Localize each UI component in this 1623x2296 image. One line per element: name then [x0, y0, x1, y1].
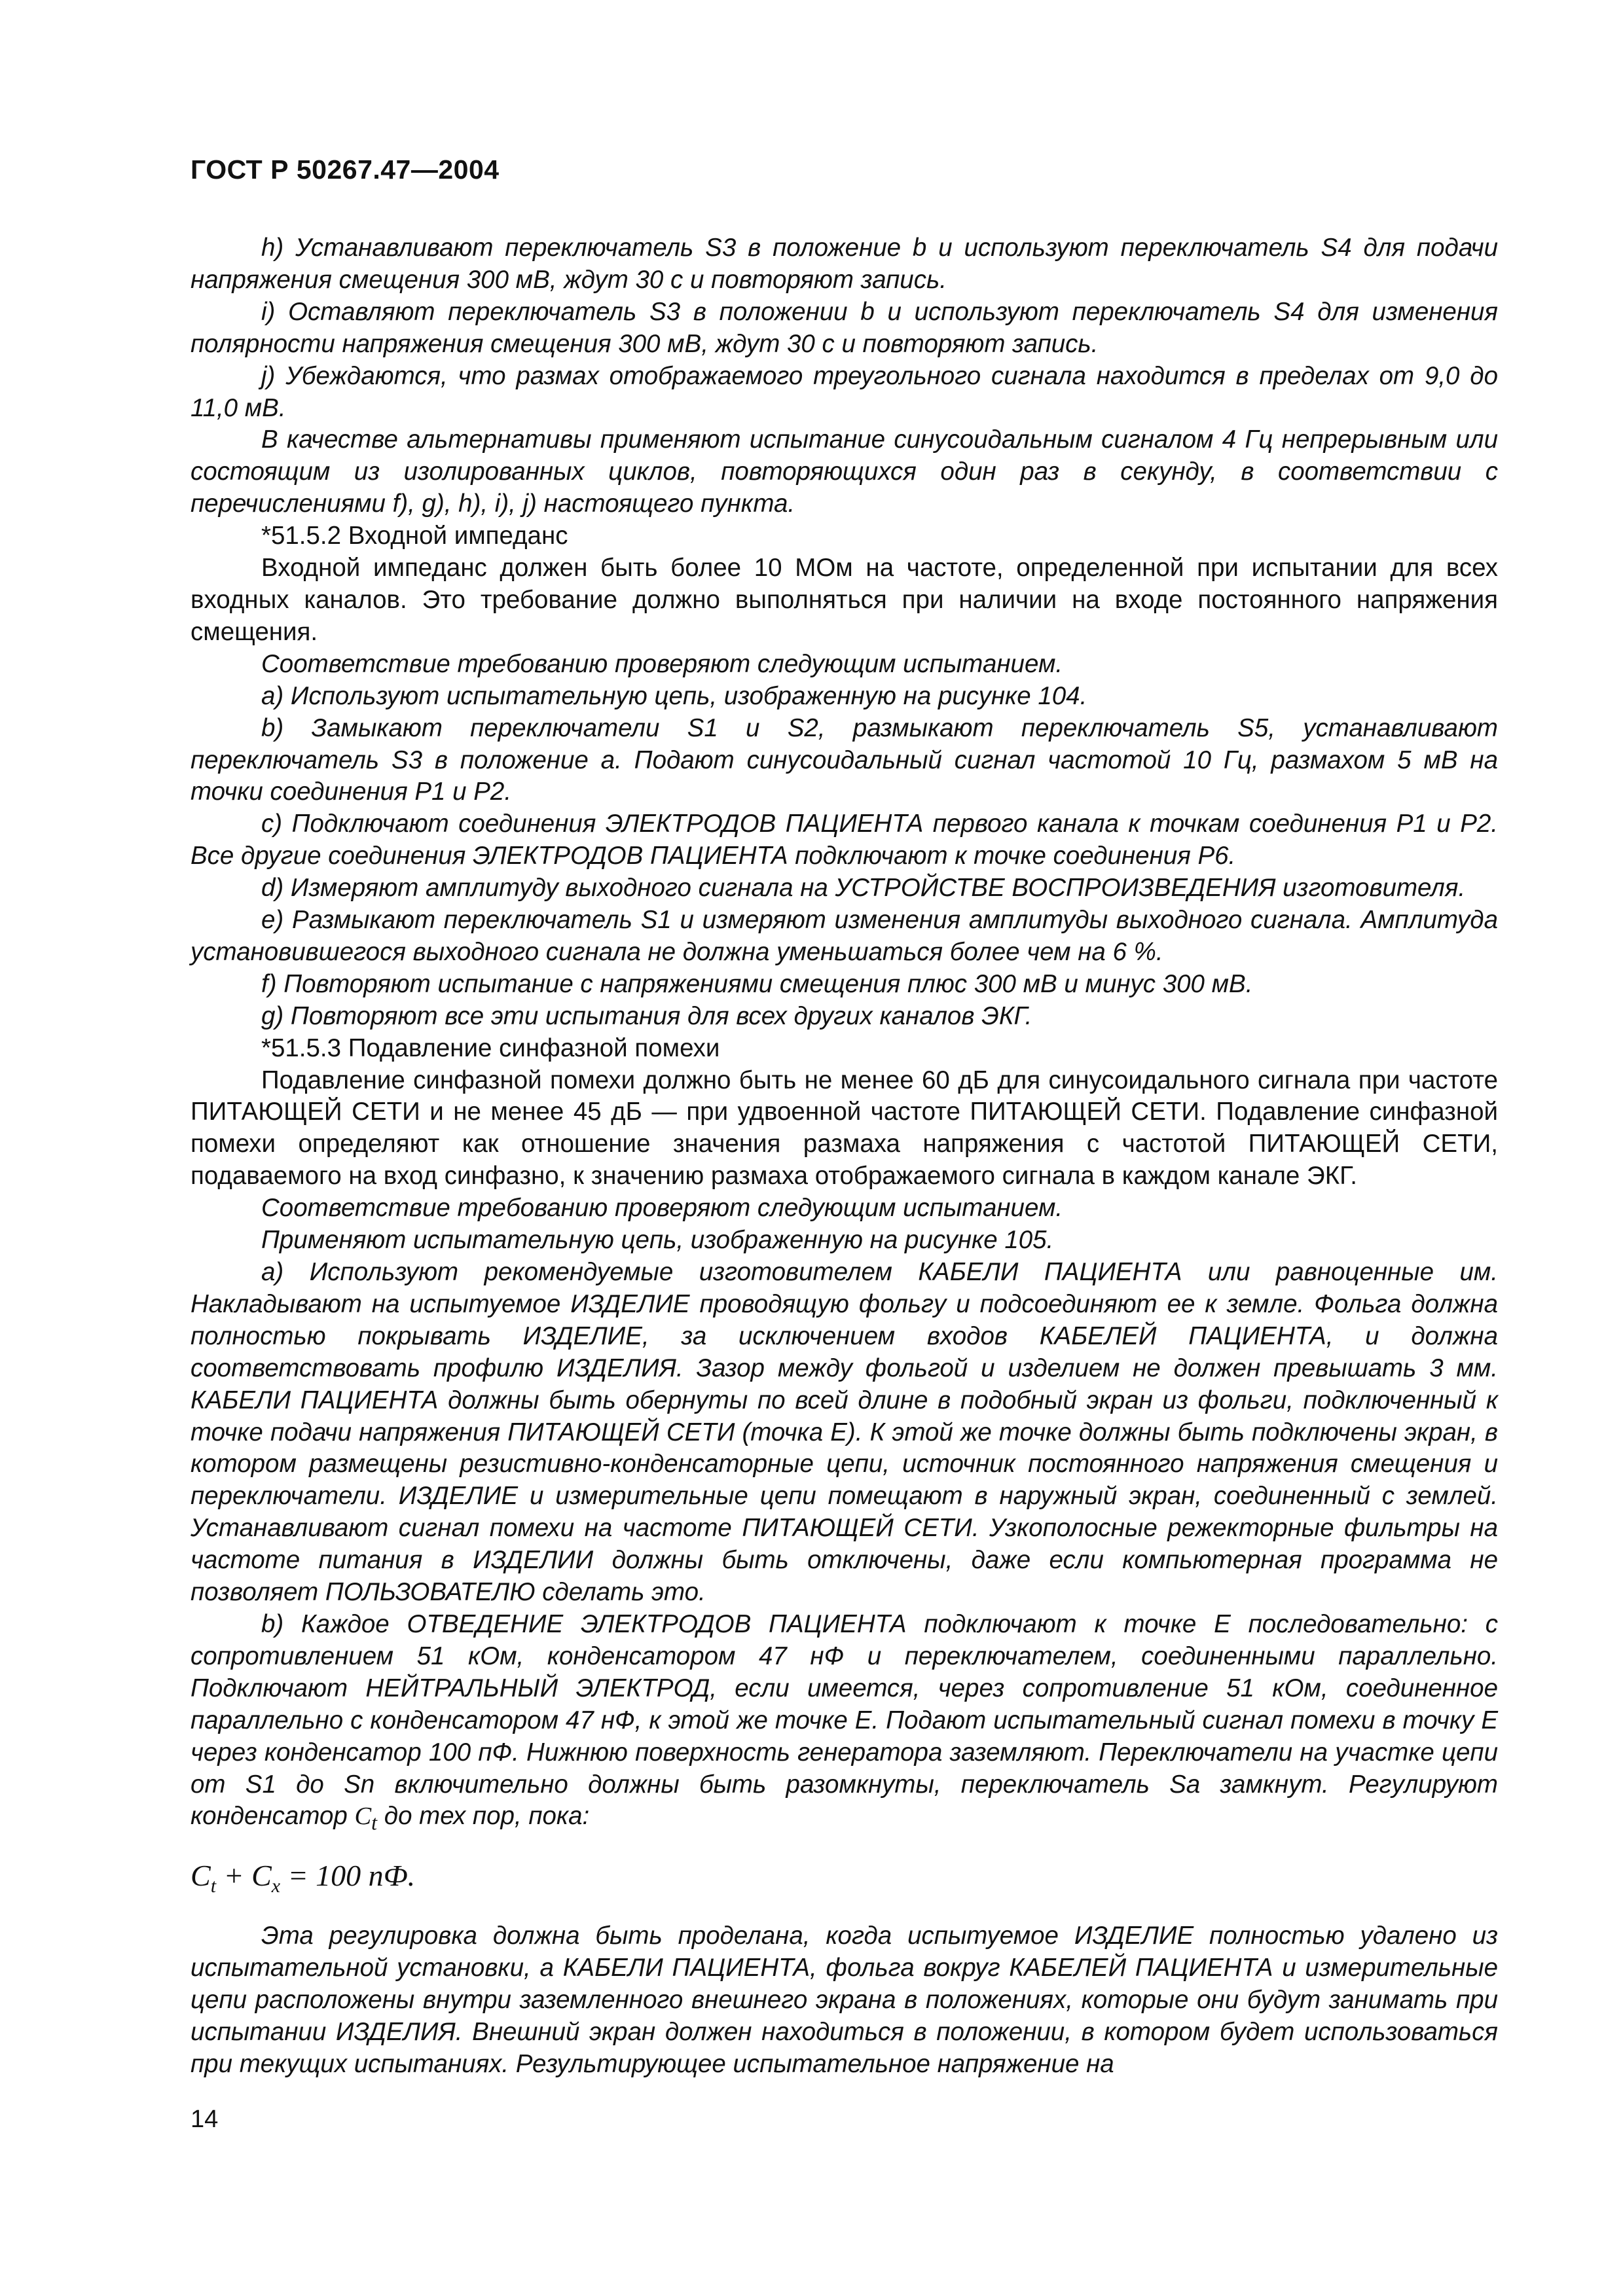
paragraph-c: c) Подключают соединения ЭЛЕКТРОДОВ ПАЦИЕНТА первого канала к точкам соединения Р1 и Р2. Все другие соединения ЭЛЕКТРОДОВ ПАЦИЕНТА подключают к точке соединения Р6. — [191, 810, 1498, 870]
paragraph-test-circuit: Применяют испытательную цепь, изображенную на рисунке 105. — [261, 1226, 1054, 1255]
paragraph-compliance-2: Соответствие требованию проверяют следующим испытанием. — [261, 1194, 1063, 1223]
paragraph-b-leads — [191, 1609, 1498, 1839]
paragraph-b: b) Замыкают переключатели S1 и S2, размыкают переключатель S5, устанавливают переключатель S3 в положение a. Подают синусоидальный сигнал частотой 10 Гц, размахом 5 мВ на точки соединения Р1 и Р2. — [191, 713, 1498, 806]
paragraph-b-leads-text: b) Каждое ОТВЕДЕНИЕ ЭЛЕКТРОДОВ ПАЦИЕНТА подключают к точке Е последовательно: с сопротивлением 51 кОм, конденсатором 47 нФ и переключателем, соединенными параллельно. Подключают НЕЙТРАЛЬНЫЙ ЭЛЕКТРОД, если имеется, через сопротивление 51 кОм, соединенное параллельно с конденсатором 47 нФ, к этой же точке Е. Подают испытательный сигнал помехи в точку Е через конденсатор 100 пФ. Нижнюю поверхность генератора заземляют. Переключатели на участке цепи от S1 до Sn включительно должны быть разомкнуты, переключатель Sa замкнут. — [191, 1609, 1498, 1799]
paragraph-a: a) Используют испытательную цепь, изображенную на рисунке 104. — [261, 681, 1087, 710]
paragraph-g: g) Повторяют все эти испытания для всех других каналов ЭКГ. — [261, 1001, 1032, 1030]
paragraph-d: d) Измеряют амплитуду выходного сигнала на УСТРОЙСТВЕ ВОСПРОИЗВЕДЕНИЯ изготовителя. — [261, 874, 1466, 903]
paragraph-impedance: Входной импеданс должен быть более 10 МОм на частоте, определенной при испытании для всех входных каналов. Это требование должно выполняться при наличии на входе постоянного напряжения смещения. — [191, 554, 1498, 646]
paragraph-j: j) Убеждаются, что размах отображаемого треугольного сигнала находится в пределах от 9,0 до 11,0 мВ. — [191, 361, 1498, 422]
paragraph-a-cables: a) Используют рекомендуемые изготовителем КАБЕЛИ ПАЦИЕНТА или равноценные им. Накладывают на испытуемое ИЗДЕЛИЕ проводящую фольгу и подсоединяют ее к земле. Фольга должна полностью покрывать ИЗДЕЛИЕ, за исключением входов КАБЕЛЕЙ ПАЦИЕНТА, и должна соответствовать профилю ИЗДЕЛИЯ. Зазор между фольгой и изделием не должен превышать 3 мм. КАБЕЛИ ПАЦИЕНТА должны быть обернуты по всей длине в подобный экран из фольги, подключенный к точке подачи напряжения ПИТАЮЩЕЙ СЕТИ (точка Е). К этой же точке должны быть подключены экран, в котором размещены резистивно-конденсаторные цепи, источник постоянного напряжения смещения и переключатели. ИЗДЕЛИЕ и измерительные цепи помещают в наружный экран, соединенный с землей. Устанавливают сигнал помехи на частоте ПИТАЮЩЕЙ СЕТИ. Узкополосные режекторные фильтры на частоте питания в ИЗДЕЛИИ должны быть отключены, даже если компьютерная программа не позволяет ПОЛЬЗОВАТЕЛЮ сделать это. — [191, 1258, 1498, 1607]
paragraph-common-mode: Подавление синфазной помехи должно быть не менее 60 дБ для синусоидального сигнала при частоте ПИТАЮЩЕЙ СЕТИ и не менее 45 дБ — при удвоенной частоте ПИТАЮЩЕЙ СЕТИ. Подавление синфазной помехи определяют как отношение значения размаха напряжения с частотой ПИТАЮЩЕЙ СЕТИ, подаваемого на вход синфазно, к значению размаха отображаемого сигнала в каждом канале ЭКГ. — [191, 1066, 1498, 1191]
formula: $C_t + C_x = 100$ nФ. — [191, 1859, 416, 1897]
paragraph-f: f) Повторяют испытание с напряжениями смещения плюс 300 мВ и минус 300 мВ. — [261, 969, 1253, 998]
section-heading-51-5-3: *51.5.3 Подавление синфазной помехи — [261, 1033, 720, 1062]
paragraph-e: e) Размыкают переключатель S1 и измеряют изменения амплитуды выходного сигнала. Амплитуда установившегося выходного сигнала не должна уменьшаться более чем на 6 %. — [191, 906, 1498, 966]
paragraph-h: h) Устанавливают переключатель S3 в положение b и используют переключатель S4 для подачи напряжения смещения 300 мВ, ждут 30 с и повторяют запись. — [191, 234, 1498, 294]
paragraph-i: i) Оставляют переключатель S3 в положении b и используют переключатель S4 для изменения полярности напряжения смещения 300 мВ, ждут 30 с и повторяют запись. — [191, 297, 1498, 358]
section-heading-51-5-2: *51.5.2 Входной импеданс — [261, 522, 568, 550]
regulate-text-end: до тех пор, пока: — [384, 1802, 590, 1831]
capacitor-symbol: $C_t$ — [354, 1803, 378, 1835]
paragraph-closing: Эта регулировка должна быть проделана, когда испытуемое ИЗДЕЛИЕ полностью удалено из испытательной установки, а КАБЕЛИ ПАЦИЕНТА, фольга вокруг КАБЕЛЕЙ ПАЦИЕНТА и измерительные цепи расположены внутри заземленного внешнего экрана в положениях, которые они будут занимать при испытании ИЗДЕЛИЯ. Внешний экран должен находиться в положении, в котором будет использоваться при текущих испытаниях. Результирующее испытательное напряжение на — [191, 1922, 1498, 2078]
page-number: 14 — [191, 2106, 219, 2133]
body-text — [191, 232, 1498, 2081]
paragraph-alternative: В качестве альтернативы применяют испытание синусоидальным сигналом 4 Гц непрерывным или состоящим из изолированных циклов, повторяющихся один раз в секунду, в соответствии с перечислениями f), g), h), i), j) настоящего пункта. — [191, 425, 1498, 518]
document-header: ГОСТ Р 50267.47—2004 — [191, 154, 500, 185]
paragraph-compliance: Соответствие требованию проверяют следующим испытанием. — [261, 649, 1063, 678]
regulate-text: Регулируют конденсатор — [191, 1770, 1498, 1831]
